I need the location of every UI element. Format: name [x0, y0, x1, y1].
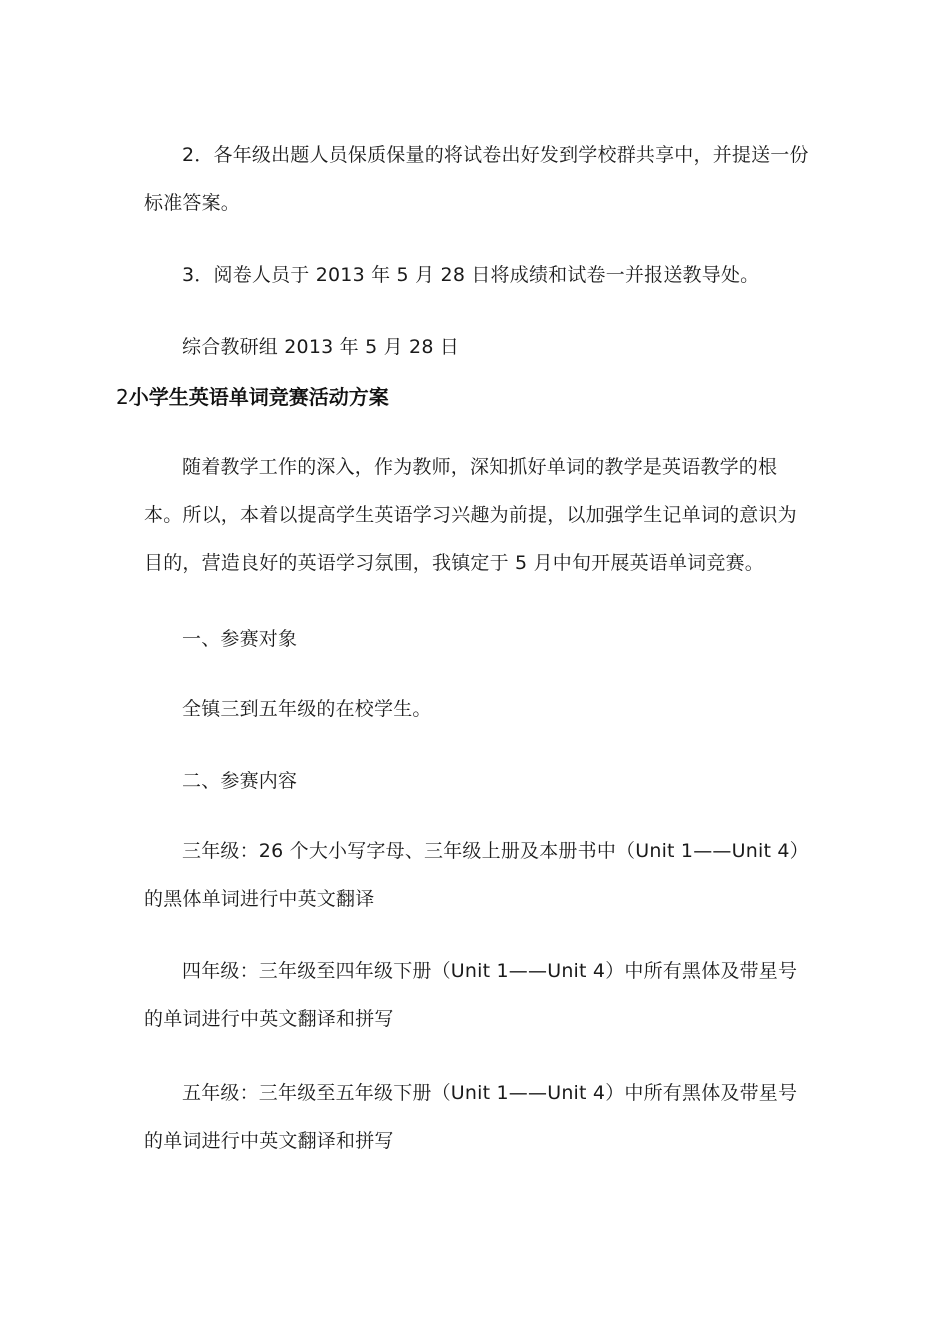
participants-description: 全镇三到五年级的在校学生。	[182, 698, 432, 720]
grade-five-content: 五年级：三年级至五年级下册（Unit 1——Unit 4）中所有黑体及带星号的单词进行中英文翻译和拼写	[144, 1082, 798, 1152]
signature-line: 综合教研组 2013 年 5 月 28 日	[182, 336, 460, 358]
section-number: 2	[116, 385, 129, 409]
intro-paragraph: 随着教学工作的深入，作为教师，深知抓好单词的教学是英语教学的根本。所以，本着以提高学生英语学习兴趣为前提，以加强学生记单词的意识为目的，营造良好的英语学习氛围，我镇定于 5 月中旬开展英语单词竞赛。	[144, 456, 797, 574]
paragraph-item-2: 2．各年级出题人员保质保量的将试卷出好发到学校群共享中，并提送一份标准答案。	[144, 144, 809, 214]
grade-three-content: 三年级：26 个大小写字母、三年级上册及本册书中（Unit 1——Unit 4）的黑体单词进行中英文翻译	[144, 840, 809, 910]
subheading-participants: 一、参赛对象	[182, 628, 298, 650]
section-heading	[116, 382, 816, 412]
paragraph-item-3: 3．阅卷人员于 2013 年 5 月 28 日将成绩和试卷一并报送教导处。	[182, 264, 760, 286]
subheading-content: 二、参赛内容	[182, 770, 298, 792]
grade-four-content: 四年级：三年级至四年级下册（Unit 1——Unit 4）中所有黑体及带星号的单词进行中英文翻译和拼写	[144, 960, 798, 1030]
section-title: 小学生英语单词竞赛活动方案	[128, 385, 389, 409]
